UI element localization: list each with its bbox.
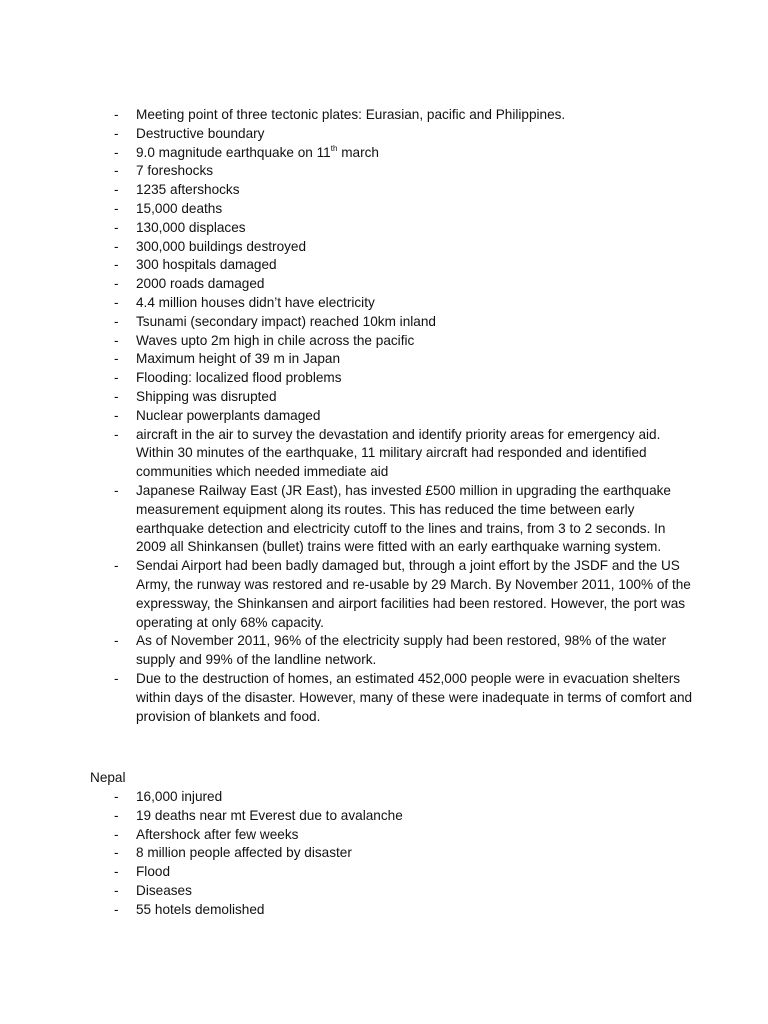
bullet-dash: -	[114, 219, 119, 235]
list-item	[114, 275, 694, 294]
list-item-text: Japanese Railway East (JR East), has invested £500 million in upgrading the earthquake measurement equipment along its routes. This has reduced the time between early earthquake detection and electricity cutoff to the lines and trains, from 3 to 2 seconds. In 2009 all Shinkansen (bullet) trains were fitted with an early earthquake warning system.	[136, 482, 671, 555]
bullet-dash: -	[114, 864, 119, 880]
list-item	[114, 256, 694, 275]
list-item	[114, 388, 694, 407]
list-item-text: 55 hotels demolished	[136, 901, 265, 917]
list-item-text: 15,000 deaths	[136, 200, 223, 216]
list-item	[114, 670, 694, 726]
bullet-dash: -	[114, 313, 119, 329]
list-item-text: Shipping was disrupted	[136, 388, 277, 404]
japan-facts-list	[114, 106, 694, 726]
bullet-dash: -	[114, 163, 119, 179]
list-item-text: Due to the destruction of homes, an estimated 452,000 people were in evacuation shelters within days of the disaster. However, many of these were inadequate in terms of comfort and provision of blankets and food.	[136, 670, 693, 724]
bullet-dash: -	[114, 901, 119, 917]
list-item	[114, 826, 694, 845]
list-item	[114, 350, 694, 369]
bullet-dash: -	[114, 633, 119, 649]
list-item-text: 300,000 buildings destroyed	[136, 238, 307, 254]
bullet-dash: -	[114, 276, 119, 292]
list-item	[114, 332, 694, 351]
list-item	[114, 788, 694, 807]
list-item-text: 4.4 million houses didn’t have electricity	[136, 294, 375, 310]
list-item	[114, 482, 694, 557]
list-item-text: Sendai Airport had been badly damaged but, through a joint effort by the JSDF and the US Army, the runway was restored and re-usable by 29 March. By November 2011, 100% of the expressway, the Shinkansen and airport facilities had been restored. However, the port was operating at only 68% capacity.	[136, 558, 691, 630]
list-item	[114, 181, 694, 200]
list-item-text: 130,000 displaces	[136, 219, 246, 235]
text-segment: 9.0 magnitude earthquake on 11	[136, 144, 331, 160]
bullet-dash: -	[114, 407, 119, 423]
list-item	[114, 294, 694, 313]
list-item-text	[136, 145, 379, 160]
bullet-dash: -	[114, 882, 119, 898]
list-item	[114, 807, 694, 826]
nepal-facts-list	[114, 788, 694, 920]
list-item	[114, 238, 694, 257]
list-item	[114, 313, 694, 332]
bullet-dash: -	[114, 482, 119, 498]
list-item	[114, 863, 694, 882]
list-item-text: 7 foreshocks	[136, 163, 214, 179]
list-item-text: Flooding: localized flood problems	[136, 370, 342, 386]
text-segment: march	[337, 144, 379, 160]
bullet-dash: -	[114, 257, 119, 273]
list-item-text: Waves upto 2m high in chile across the pacific	[136, 332, 415, 348]
bullet-dash: -	[114, 144, 119, 160]
bullet-dash: -	[114, 182, 119, 198]
list-item	[114, 557, 694, 632]
bullet-dash: -	[114, 426, 119, 442]
list-item	[114, 219, 694, 238]
list-item-text: Maximum height of 39 m in Japan	[136, 351, 341, 367]
list-item	[114, 125, 694, 144]
bullet-dash: -	[114, 107, 119, 122]
list-item-text: Diseases	[136, 882, 192, 898]
bullet-dash: -	[114, 332, 119, 348]
bullet-dash: -	[114, 807, 119, 823]
bullet-dash: -	[114, 388, 119, 404]
list-item-text: 2000 roads damaged	[136, 276, 265, 292]
list-item	[114, 144, 694, 163]
bullet-dash: -	[114, 558, 119, 574]
list-item-text: Flood	[136, 864, 171, 880]
list-item	[114, 162, 694, 181]
bullet-dash: -	[114, 826, 119, 842]
list-item-text: Meeting point of three tectonic plates: Eurasian, pacific and Philippines.	[136, 107, 566, 122]
list-item-text: Destructive boundary	[136, 125, 265, 141]
list-item-text: 300 hospitals damaged	[136, 257, 277, 273]
bullet-dash: -	[114, 200, 119, 216]
section-heading-nepal: Nepal	[90, 770, 126, 785]
list-item	[114, 426, 694, 482]
list-item-text: aircraft in the air to survey the devastation and identify priority areas for emergency aid. Within 30 minutes of the earthquake, 11 military aircraft had responded and identified communities which needed immediate aid	[136, 426, 661, 480]
bullet-dash: -	[114, 294, 119, 310]
list-item	[114, 901, 694, 920]
list-item-text: 16,000 injured	[136, 789, 223, 804]
bullet-dash: -	[114, 125, 119, 141]
list-item-text: As of November 2011, 96% of the electricity supply had been restored, 98% of the water supply and 99% of the landline network.	[136, 633, 667, 668]
list-item	[114, 844, 694, 863]
bullet-dash: -	[114, 789, 119, 804]
list-item	[114, 632, 694, 670]
bullet-dash: -	[114, 351, 119, 367]
bullet-dash: -	[114, 670, 119, 686]
list-item	[114, 369, 694, 388]
list-item	[114, 106, 694, 125]
list-item	[114, 407, 694, 426]
list-item-text: 1235 aftershocks	[136, 182, 240, 198]
bullet-dash: -	[114, 845, 119, 861]
list-item-text: Tsunami (secondary impact) reached 10km inland	[136, 313, 436, 329]
list-item-text: Aftershock after few weeks	[136, 826, 299, 842]
list-item	[114, 882, 694, 901]
list-item-text: 8 million people affected by disaster	[136, 845, 352, 861]
ordinal-superscript: th	[330, 143, 338, 153]
list-item-text: Nuclear powerplants damaged	[136, 407, 321, 423]
bullet-dash: -	[114, 238, 119, 254]
list-item	[114, 200, 694, 219]
bullet-dash: -	[114, 370, 119, 386]
list-item-text: 19 deaths near mt Everest due to avalanche	[136, 807, 403, 823]
